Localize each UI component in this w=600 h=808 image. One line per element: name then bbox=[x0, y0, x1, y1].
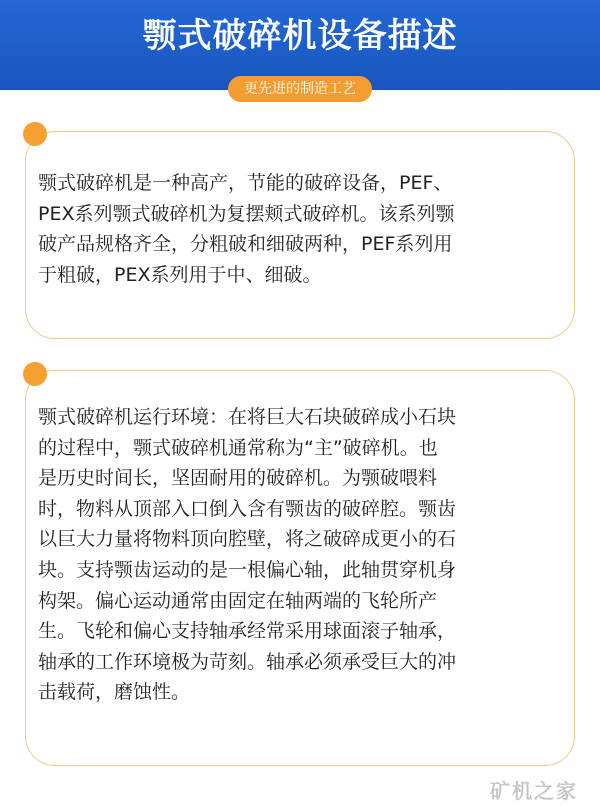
subtitle-badge: 更先进的制造工艺 bbox=[228, 76, 372, 102]
description-text bbox=[38, 168, 558, 290]
watermark: 矿机之家 bbox=[490, 779, 578, 803]
description-line: PEX系列颚式破碎机为复摆颊式破碎机。该系列颚 bbox=[38, 202, 455, 225]
environment-line: 轴承的工作环境极为苛刻。轴承必须承受巨大的冲 bbox=[38, 650, 457, 673]
description-line: 破产品规格齐全，分粗破和细破两种，PEF系列用 bbox=[38, 233, 453, 256]
environment-line: 颚式破碎机运行环境：在将巨大石块破碎成小石块 bbox=[38, 406, 457, 428]
page-title: 颚式破碎机设备描述 bbox=[142, 16, 458, 56]
description-line: 于粗破，PEX系列用于中、细破。 bbox=[38, 263, 322, 286]
environment-line: 的过程中，颚式破碎机通常称为“主”破碎机。也 bbox=[38, 436, 438, 459]
environment-line: 击载荷，磨蚀性。 bbox=[38, 681, 191, 704]
bullet-dot-icon bbox=[23, 122, 47, 146]
environment-line: 块。支持颚齿运动的是一根偏心轴，此轴贯穿机身 bbox=[38, 558, 457, 581]
environment-line: 生。飞轮和偏心支持轴承经常采用球面滚子轴承， bbox=[38, 620, 457, 643]
description-line: 颚式破碎机是一种高产，节能的破碎设备，PEF、 bbox=[38, 172, 453, 194]
environment-line: 以巨大力量将物料顶向腔壁，将之破碎成更小的石 bbox=[38, 528, 457, 551]
environment-text bbox=[38, 402, 558, 708]
bullet-dot-icon bbox=[23, 362, 47, 386]
environment-line: 构架。偏心运动通常由固定在轴两端的飞轮所产 bbox=[38, 589, 438, 612]
environment-line: 时，物料从顶部入口倒入含有颚齿的破碎腔。颚齿 bbox=[38, 497, 457, 520]
environment-line: 是历史时间长，坚固耐用的破碎机。为颚破喂料 bbox=[38, 467, 438, 490]
